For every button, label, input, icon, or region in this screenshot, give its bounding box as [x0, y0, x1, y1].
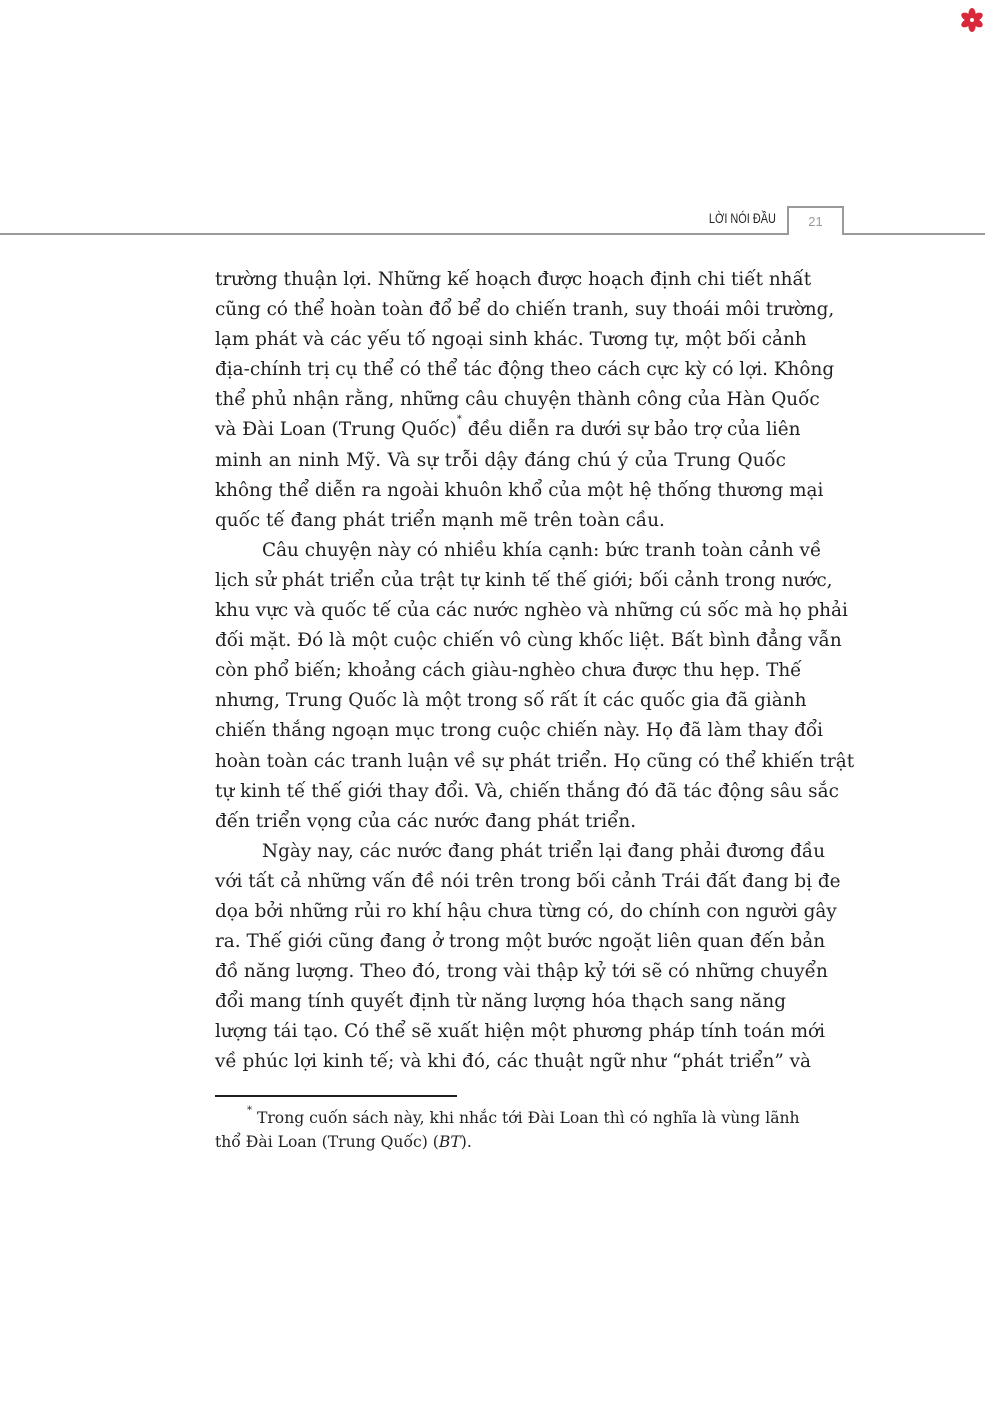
footnote-line — [215, 1130, 786, 1154]
text-line: cũng có thể hoàn toàn đổ bể do chiến tranh, suy thoái môi trường, — [215, 299, 835, 321]
running-title: LỜI NÓI ĐẦU — [708, 210, 776, 226]
footnote-abbrev: BT — [438, 1133, 461, 1151]
text-line: nhưng, Trung Quốc là một trong số rất ít các quốc gia đã giành — [215, 690, 807, 712]
text-line: minh an ninh Mỹ. Và sự trỗi dậy đáng chú ý của Trung Quốc — [215, 449, 786, 471]
text-line: trường thuận lợi. Những kế hoạch được hoạch định chi tiết nhất — [215, 269, 812, 290]
footnote-text: thổ Đài Loan (Trung Quốc) ( — [215, 1133, 439, 1151]
text-segment: đều diễn ra dưới sự bảo trợ của liên — [461, 419, 801, 441]
text-line — [215, 414, 801, 445]
text-line: Câu chuyện này có nhiều khía cạnh: bức tranh toàn cảnh về — [262, 539, 822, 561]
text-line: còn phổ biến; khoảng cách giàu-nghèo chưa được thu hẹp. Thế — [215, 660, 802, 682]
text-line: với tất cả những vấn đề nói trên trong bối cảnh Trái đất đang bị đe — [215, 870, 841, 892]
footnote-text: ). — [460, 1133, 472, 1151]
text-line: Ngày nay, các nước đang phát triển lại đang phải đương đầu — [262, 840, 826, 862]
text-line: dọa bởi những rủi ro khí hậu chưa từng có, do chính con người gây — [215, 900, 837, 922]
flower-icon — [960, 8, 984, 32]
text-line: lạm phát và các yếu tố ngoại sinh khác. Tương tự, một bối cảnh — [215, 329, 807, 351]
page-number: 21 — [787, 206, 844, 235]
text-line: về phúc lợi kinh tế; và khi đó, các thuật ngữ như “phát triển” và — [215, 1051, 812, 1073]
footnote-rule — [215, 1095, 457, 1097]
footnote-reference[interactable]: * — [456, 414, 462, 426]
text-line: lượng tái tạo. Có thể sẽ xuất hiện một phương pháp tính toán mới — [215, 1021, 825, 1043]
paragraph-1 — [215, 265, 835, 536]
text-line: tự kinh tế thế giới thay đổi. Và, chiến thắng đó đã tác động sâu sắc — [215, 780, 839, 802]
paragraph-3 — [215, 837, 841, 1078]
text-line: ra. Thế giới cũng đang ở trong một bước ngoặt liên quan đến bản — [215, 931, 826, 953]
footnote-line — [215, 1105, 800, 1130]
text-line: đồ năng lượng. Theo đó, trong vài thập kỷ tới sẽ có những chuyển — [215, 961, 828, 983]
footnote-mark: * — [247, 1105, 252, 1116]
text-line: đối mặt. Đó là một cuộc chiến vô cùng khốc liệt. Bất bình đẳng vẫn — [215, 630, 842, 652]
text-line: lịch sử phát triển của trật tự kinh tế thế giới; bối cảnh trong nước, — [215, 569, 833, 591]
text-segment: và Đài Loan (Trung Quốc) — [215, 419, 457, 441]
text-line: chiến thắng ngoạn mục trong cuộc chiến này. Họ đã làm thay đổi — [215, 720, 824, 742]
text-line: quốc tế đang phát triển mạnh mẽ trên toàn cầu. — [215, 509, 665, 531]
text-line: hoàn toàn các tranh luận về sự phát triển. Họ cũng có thể khiến trật — [215, 750, 855, 772]
header-rule — [0, 233, 788, 235]
paragraph-2 — [215, 536, 855, 837]
text-line: không thể diễn ra ngoài khuôn khổ của một hệ thống thương mại — [215, 479, 824, 501]
footnote-text: Trong cuốn sách này, khi nhắc tới Đài Loan thì có nghĩa là vùng lãnh — [252, 1109, 800, 1127]
text-line: thể phủ nhận rằng, những câu chuyện thành công của Hàn Quốc — [215, 389, 820, 411]
header-rule-right — [842, 233, 985, 235]
footnote — [215, 1105, 800, 1154]
text-line: đổi mang tính quyết định từ năng lượng hóa thạch sang năng — [215, 991, 786, 1013]
body-text — [215, 265, 855, 1078]
text-line: đến triển vọng của các nước đang phát triển. — [215, 810, 637, 832]
text-line: địa-chính trị cụ thể có thể tác động theo cách cực kỳ có lợi. Không — [215, 359, 835, 381]
text-line: khu vực và quốc tế của các nước nghèo và những cú sốc mà họ phải — [215, 600, 848, 622]
